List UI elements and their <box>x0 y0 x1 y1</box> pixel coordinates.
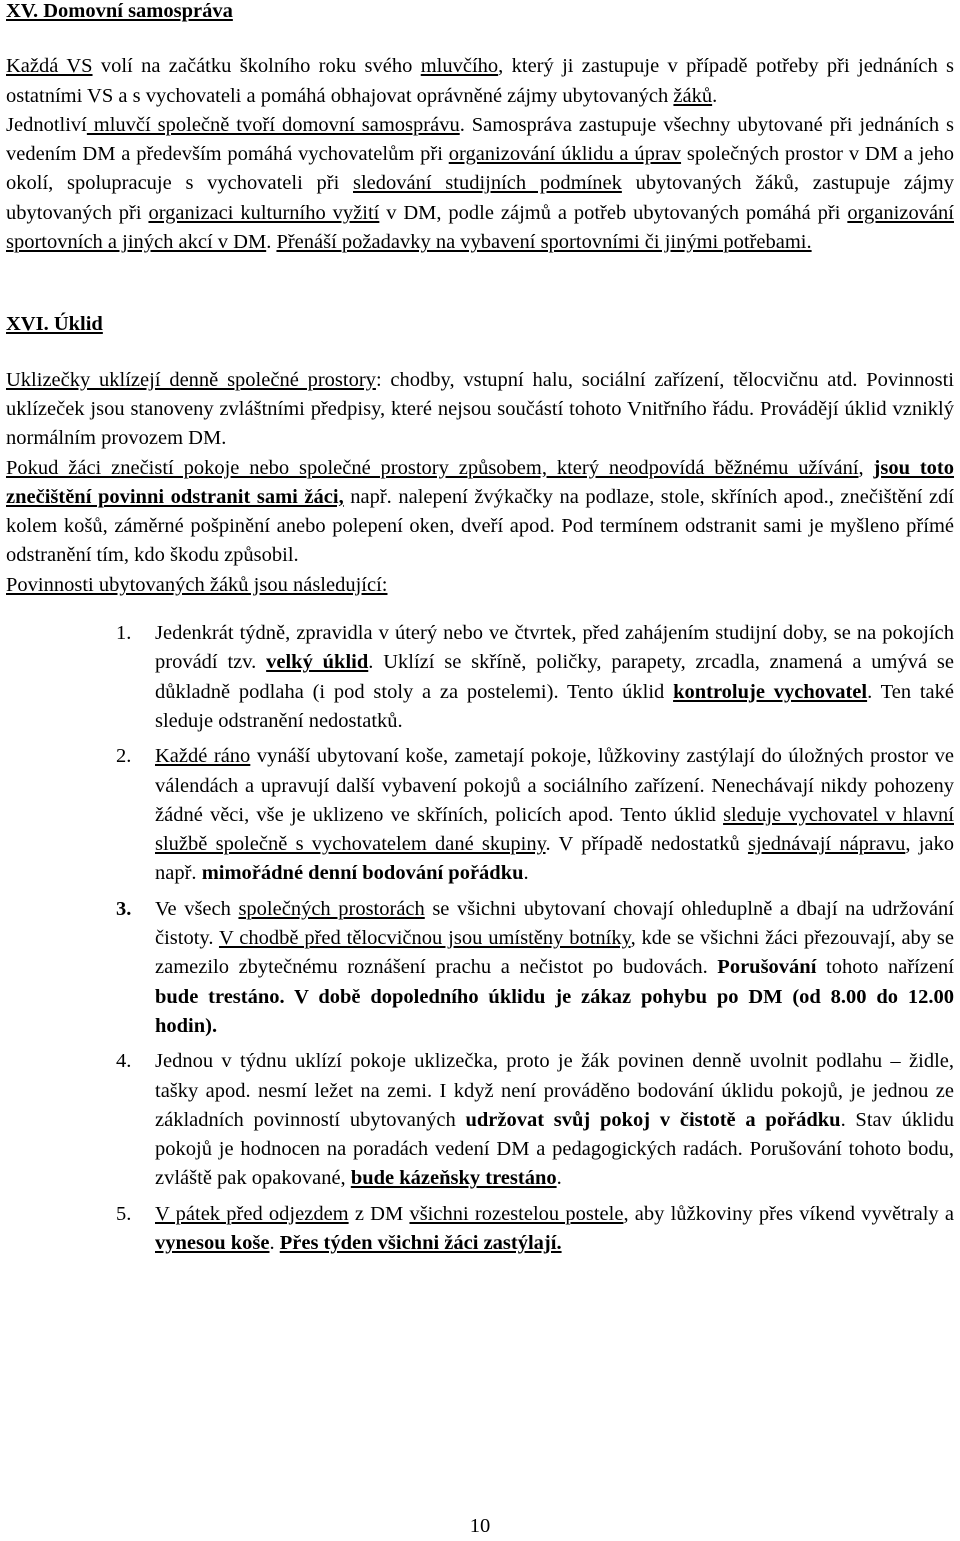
text-run: Ve všech <box>155 897 239 920</box>
text-run: Přes týden všichni žáci zastýlají. <box>279 1231 562 1254</box>
list-item-text <box>155 898 954 1037</box>
text-run: vynáší ubytovaní koše, zametají pokoje, lůžkoviny zastýlají do úložných prostor ve válendách a upravují další vybavení pokojů a sociálního zařízení. Nenechávají nikdy pohozeny žádné věci, vše je uklizeno ve skříních, policích apod. Tento úklid <box>155 745 954 826</box>
text-run: společných prostorách <box>238 897 425 920</box>
text-run: . Samospráva zastupuje všechny ubytované při jednáních s vedením DM a především pomáhá vychovatelům při <box>6 113 954 166</box>
text-run: se všichni ubytovaní chovají ohleduplně a dbají na udržování čistoty. <box>155 897 954 950</box>
text-run: tohoto nařízení <box>816 956 955 979</box>
text-run: Povinnosti ubytovaných žáků jsou následující: <box>6 573 388 596</box>
text-run: sleduje vychovatel v hlavní službě společně s vychovatelem dané skupiny <box>155 803 954 856</box>
text-run: : chodby, vstupní halu, sociální zařízení, tělocvičnu atd. Povinnosti uklízeček jsou stanoveny zvláštními předpisy, které nejsou součástí tohoto Vnitřního řádu. Provádějí úklid vzniklý normálním provozem DM. <box>6 368 954 450</box>
list-item-number: 3. <box>116 897 132 920</box>
paragraph-house-self-government <box>6 111 954 257</box>
text-run: . <box>269 1231 280 1254</box>
text-run: sledování studijních podmínek <box>353 172 622 195</box>
duties-list <box>6 619 954 1258</box>
text-run: . V případě nedostatků <box>545 833 748 856</box>
text-run: Přenáší požadavky na vybavení sportovními či jinými potřebami. <box>276 231 812 254</box>
text-run: . <box>523 862 529 885</box>
text-run: Jedenkrát týdně, zpravidla v úterý nebo ve čtvrtek, před zahájením studijní doby, se na pokojích provádí tzv. <box>155 622 954 674</box>
text-run: vynesou koše <box>155 1231 270 1254</box>
text-run: všichni rozestelou postele <box>409 1202 624 1225</box>
text-run: jsou toto znečištění povinni odstranit sami žáci, <box>6 456 955 508</box>
text-run: Jednou v týdnu uklízí pokoje uklizečka, proto je žák povinen denně uvolnit podlahu – židle, tašky apod. nesmí ležet na zemi. I když není prováděno bodování úklidu pokojů, je jednou ze základních povinností ubytovaných <box>155 1050 954 1131</box>
list-item <box>6 1200 954 1259</box>
list-item-text <box>155 745 954 884</box>
text-run: ubytovaných žáků, zastupuje zájmy ubytovaných při <box>6 172 954 224</box>
text-run: sjednávají nápravu <box>747 833 906 856</box>
text-run: V chodbě před tělocvičnou jsou umístěny botníky <box>218 927 631 950</box>
text-run: bude kázeňsky trestáno <box>350 1167 557 1190</box>
text-run: např. nalepení žvýkačky na podlaze, stole, skříních apod., znečištění zdí kolem košů, záměrné pošpinění anebo polepení oken, dveří apod. Pod termínem odstranit sami je myšleno přímé odstranění tím, kdo škodu způsobil. <box>6 485 954 567</box>
text-run: společných prostor v DM a jeho okolí, spolupracuje s vychovateli při <box>6 143 954 195</box>
list-item-number: 5. <box>116 1202 132 1225</box>
paragraph-cleaners <box>6 366 954 454</box>
text-run: . <box>266 231 277 254</box>
text-run: bude trestáno. V době dopoledního úklidu je zákaz pohybu po DM (od 8.00 do 12.00 hodin). <box>155 985 954 1037</box>
text-run: mimořádné denní bodování pořádku <box>201 862 524 885</box>
text-run: , <box>858 456 874 479</box>
list-item-number: 2. <box>116 745 132 768</box>
text-run: Uklizečky uklízejí denně společné prostory <box>6 368 376 391</box>
text-run: . Stav úklidu pokojů je hodnocen na poradách vedení DM a pedagogických radách. Porušování tohoto bodu, zvláště pak opakované, <box>155 1108 955 1190</box>
page-number: 10 <box>469 1515 491 1537</box>
list-item <box>6 895 954 1041</box>
text-run: . Ten také sleduje odstranění nedostatků. <box>155 680 954 732</box>
text-run: žáků <box>673 84 713 107</box>
list-item <box>6 742 954 888</box>
text-run: , který ji zastupuje v případě potřeby při jednáních s ostatními VS a s vychovateli a pomáhá obhajovat oprávněné zájmy ubytovaných <box>6 55 955 107</box>
text-run: . Uklízí se skříně, poličky, parapety, zrcadla, znamená a umývá se důkladně podlaha (i pod stoly a za postelemi). Tento úklid <box>155 651 954 703</box>
list-item-number: 4. <box>116 1050 132 1073</box>
text-run: volí na začátku školního roku svého <box>92 55 421 78</box>
list-item <box>6 1047 954 1193</box>
text-run: kontroluje vychovatel <box>673 680 868 703</box>
list-item-text <box>155 1050 954 1189</box>
text-run: . <box>556 1167 562 1190</box>
text-run: Porušování <box>717 956 817 979</box>
list-item-number: 1. <box>116 622 132 645</box>
text-run: udržovat svůj pokoj v čistotě a pořádku <box>465 1108 841 1131</box>
paragraph-duties-intro <box>6 571 954 600</box>
text-run: organizaci kulturního vyžití <box>148 201 380 224</box>
list-item <box>6 619 954 736</box>
text-run: , jako např. <box>155 833 955 885</box>
text-run: z DM <box>348 1202 410 1225</box>
text-run: v DM, podle zájmů a potřeb ubytovaných pomáhá při <box>379 201 848 224</box>
section-heading-xv: XV. Domovní samospráva <box>6 0 233 22</box>
section-heading-xvi: XVI. Úklid <box>6 313 103 336</box>
text-run: . <box>712 84 718 107</box>
text-run: organizování úklidu a úprav <box>448 143 682 166</box>
text-run: Každá VS <box>6 55 93 78</box>
list-item-text <box>155 1203 954 1254</box>
text-run: Každé ráno <box>155 745 251 768</box>
text-run: , kde se všichni žáci přezouvají, aby se zamezilo zbytečnému roznášení prachu a nečistot po budovách. <box>155 927 955 979</box>
document-page <box>6 0 954 1264</box>
text-run: Pokud žáci znečistí pokoje nebo společné prostory způsobem, který neodpovídá běžnému užívání <box>6 456 859 479</box>
text-run: Jednotliví <box>6 113 87 136</box>
text-run: organizování sportovních a jiných akcí v DM <box>6 201 954 254</box>
text-run: V pátek před odjezdem <box>155 1202 349 1225</box>
text-run: , aby lůžkoviny přes víkend vyvětraly a <box>623 1202 954 1225</box>
paragraph-vs-spokesperson <box>6 52 954 111</box>
text-run: mluvčí společně tvoří domovní samosprávu <box>86 113 460 136</box>
text-run: velký úklid <box>266 651 369 674</box>
list-item-text <box>155 622 954 732</box>
text-run: mluvčího <box>420 55 499 78</box>
paragraph-students-dirt <box>6 454 954 571</box>
